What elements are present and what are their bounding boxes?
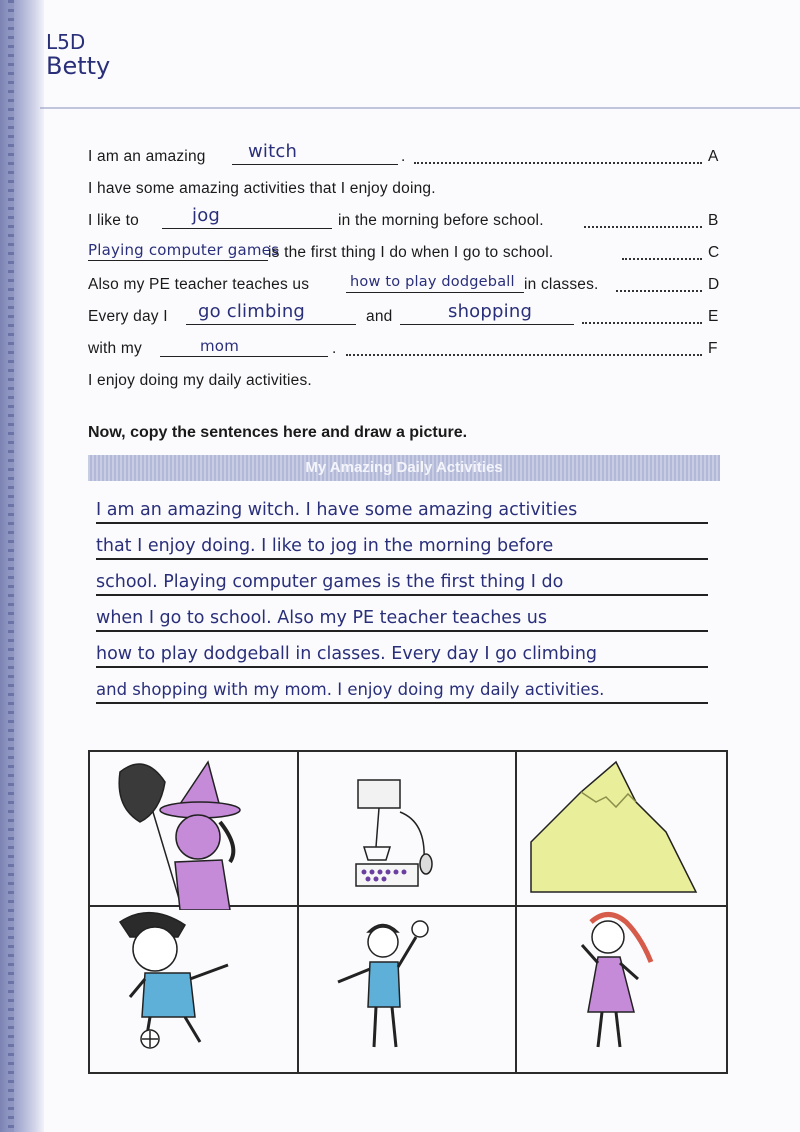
row-text: I like to bbox=[88, 212, 139, 229]
row-text: I have some amazing activities that I enjoy doing. bbox=[88, 180, 436, 197]
row-letter: E bbox=[708, 308, 719, 325]
row-text: in the morning before school. bbox=[338, 212, 544, 229]
row-text: and bbox=[366, 308, 393, 325]
drawing-grid bbox=[88, 750, 728, 1074]
row-punct: . bbox=[332, 340, 337, 357]
row-text: I am an amazing bbox=[88, 148, 206, 165]
writing-line bbox=[96, 594, 708, 596]
row-letter: D bbox=[708, 276, 720, 293]
writing-line bbox=[96, 702, 708, 704]
mountain-drawing bbox=[516, 752, 728, 910]
writing-line bbox=[96, 558, 708, 560]
sentence-row-e bbox=[88, 301, 728, 332]
row-text: is the first thing I do when I go to school. bbox=[268, 244, 554, 261]
section-banner: My Amazing Daily Activities bbox=[88, 455, 720, 481]
copy-line-text: how to play dodgeball in classes. Every day I go climbing bbox=[96, 644, 598, 664]
copy-line-text: school. Playing computer games is the first thing I do bbox=[96, 572, 564, 592]
student-name: Betty bbox=[46, 52, 111, 80]
sentence-row-c bbox=[88, 240, 728, 268]
copy-line-text: that I enjoy doing. I like to jog in the morning before bbox=[96, 536, 554, 556]
sentence-row-b bbox=[88, 205, 728, 236]
dot-leader bbox=[616, 290, 702, 292]
answer-dodgeball: how to play dodgeball bbox=[350, 274, 515, 290]
row-text: in classes. bbox=[524, 276, 599, 293]
copy-line-text: I am an amazing witch. I have some amazing activities bbox=[96, 500, 578, 520]
computer-drawing bbox=[298, 752, 510, 910]
writing-line bbox=[96, 522, 708, 524]
sentence-row-f bbox=[88, 336, 728, 364]
blank-line bbox=[160, 336, 328, 357]
sentence-row bbox=[88, 368, 728, 396]
name-label bbox=[46, 30, 110, 78]
row-letter: A bbox=[708, 148, 719, 165]
row-text: I enjoy doing my daily activities. bbox=[88, 372, 312, 389]
sentence-row-d bbox=[88, 272, 728, 300]
scan-edge bbox=[0, 0, 44, 1132]
dot-leader bbox=[582, 322, 702, 324]
row-letter: F bbox=[708, 340, 718, 357]
writing-line bbox=[96, 630, 708, 632]
copy-line-text: when I go to school. Also my PE teacher teaches us bbox=[96, 608, 547, 628]
top-rule bbox=[40, 107, 800, 109]
copy-instruction: Now, copy the sentences here and draw a picture. bbox=[88, 424, 468, 441]
row-text: Also my PE teacher teaches us bbox=[88, 276, 310, 293]
copy-line-text: and shopping with my mom. I enjoy doing my daily activities. bbox=[96, 680, 605, 699]
row-punct: . bbox=[401, 148, 406, 165]
sentence-row-a bbox=[88, 141, 728, 172]
witch-drawing bbox=[90, 752, 302, 910]
dodgeball-teacher-drawing bbox=[298, 907, 510, 1065]
row-text: Every day I bbox=[88, 308, 168, 325]
answer-go-climbing: go climbing bbox=[198, 301, 306, 322]
jogging-boy-drawing bbox=[90, 907, 302, 1065]
row-letter: C bbox=[708, 244, 720, 261]
dot-leader bbox=[346, 354, 702, 356]
dot-leader bbox=[414, 162, 702, 164]
dot-leader bbox=[584, 226, 702, 228]
answer-shopping: shopping bbox=[448, 301, 533, 322]
answer-witch: witch bbox=[248, 141, 298, 162]
blank-line bbox=[162, 205, 332, 229]
row-letter: B bbox=[708, 212, 719, 229]
class-label: L5D bbox=[46, 30, 86, 54]
sentence-row bbox=[88, 176, 728, 204]
answer-mom: mom bbox=[200, 337, 240, 355]
row-text: with my bbox=[88, 340, 142, 357]
dot-leader bbox=[622, 258, 702, 260]
answer-jog: jog bbox=[192, 205, 221, 226]
writing-line bbox=[96, 666, 708, 668]
answer-computer-games: Playing computer games bbox=[88, 241, 280, 259]
shopping-girl-drawing bbox=[516, 907, 728, 1065]
